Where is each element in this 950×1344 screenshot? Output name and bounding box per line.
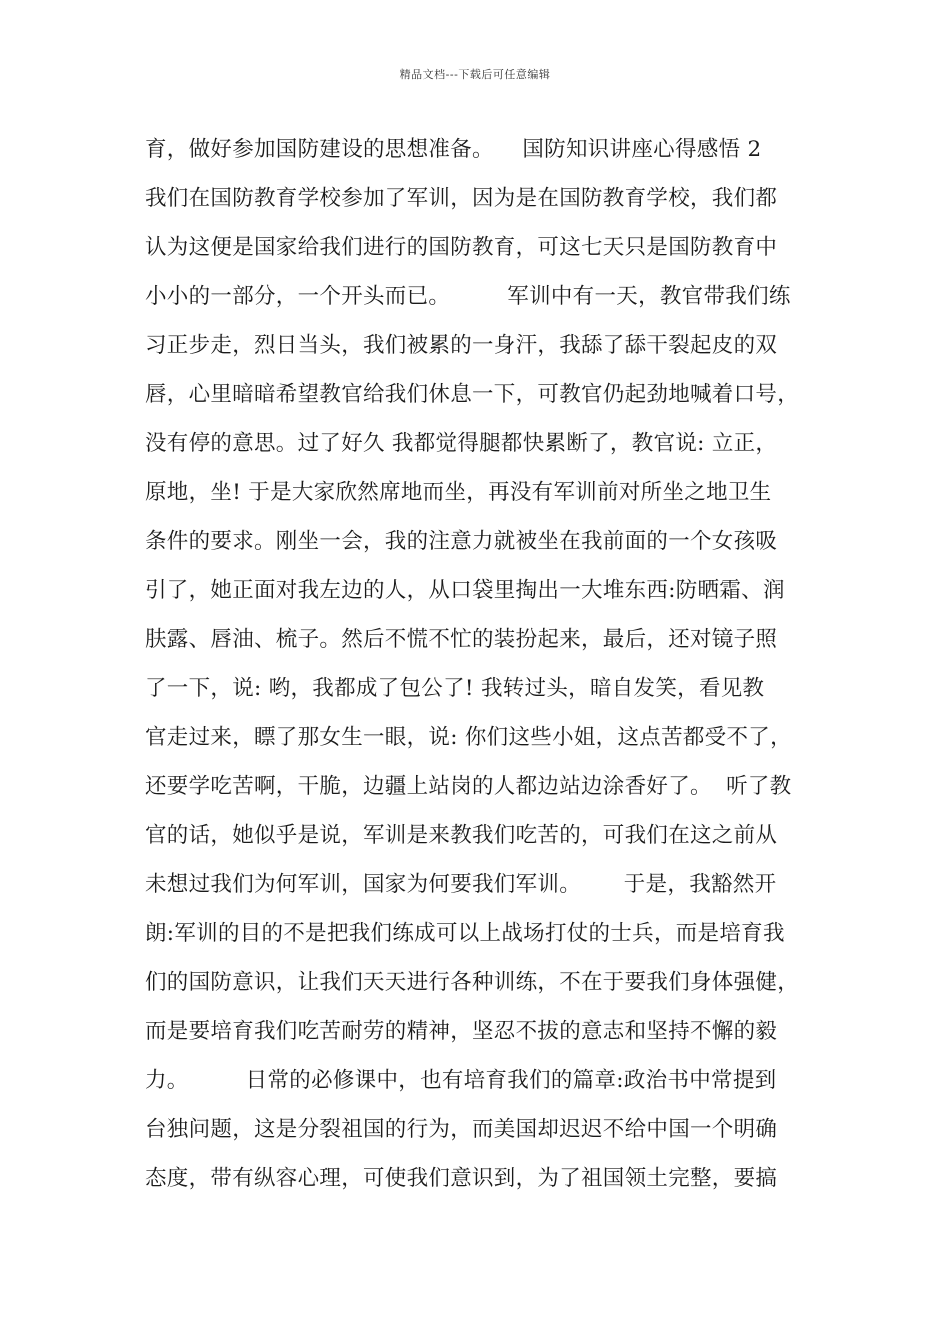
text-line: 了一下，说: 哟，我都成了包公了! 我转过头，暗自发笑，看见教 <box>145 676 765 701</box>
text-line: 朗:军训的目的不是把我们练成可以上战场打仗的士兵，而是培育我 <box>145 921 785 946</box>
text-line: 条件的要求。刚坐一会，我的注意力就被坐在我前面的一个女孩吸 <box>145 529 778 554</box>
text-line: 小小的一部分，一个开头而已。 军训中有一天，教官带我们练 <box>145 284 791 309</box>
text-line: 官的话，她似乎是说，军训是来教我们吃苦的，可我们在这之前从 <box>145 823 778 848</box>
text-line: 未想过我们为何军训，国家为何要我们军训。 于是，我豁然开 <box>145 872 777 897</box>
text-line: 没有停的意思。过了好久 我都觉得腿都快累断了，教官说: 立正， <box>145 431 778 456</box>
text-line: 习正步走，烈日当头，我们被累的一身汗，我舔了舔干裂起皮的双 <box>145 333 778 358</box>
text-line: 育，做好参加国防建设的思想准备。 国防知识讲座心得感悟 2 <box>145 137 762 162</box>
document-body <box>145 130 825 1208</box>
text-line: 引了，她正面对我左边的人，从口袋里掏出一大堆东西:防晒霜、润 <box>145 578 785 603</box>
text-line: 还要学吃苦啊，干脆，边疆上站岗的人都边站边涂香好了。 听了教 <box>145 774 792 799</box>
text-line: 台独问题，这是分裂祖国的行为，而美国却迟迟不给中国一个明确 <box>145 1117 778 1142</box>
text-line: 而是要培育我们吃苦耐劳的精神，坚忍不拔的意志和坚持不懈的毅 <box>145 1019 778 1044</box>
text-line: 态度，带有纵容心理，可使我们意识到，为了祖国领土完整，要搞 <box>145 1166 778 1191</box>
text-line: 认为这便是国家给我们进行的国防教育，可这七天只是国防教育中 <box>145 235 778 260</box>
text-line: 肤露、唇油、梳子。然后不慌不忙的装扮起来，最后，还对镜子照 <box>145 627 778 652</box>
text-line: 力。 日常的必修课中，也有培育我们的篇章:政治书中常提到 <box>145 1068 777 1093</box>
text-line: 我们在国防教育学校参加了军训，因为是在国防教育学校，我们都 <box>145 186 778 211</box>
text-line: 们的国防意识，让我们天天进行各种训练，不在于要我们身体强健， <box>145 970 800 995</box>
text-line: 唇，心里暗暗希望教官给我们休息一下，可教官仍起劲地喊着口号， <box>145 382 800 407</box>
text-line: 原地，坐! 于是大家欣然席地而坐，再没有军训前对所坐之地卫生 <box>145 480 772 505</box>
text-line: 官走过来，瞟了那女生一眼，说: 你们这些小姐，这点苦都受不了， <box>145 725 792 750</box>
page-header: 精品文档---下载后可任意编辑 <box>399 68 551 81</box>
